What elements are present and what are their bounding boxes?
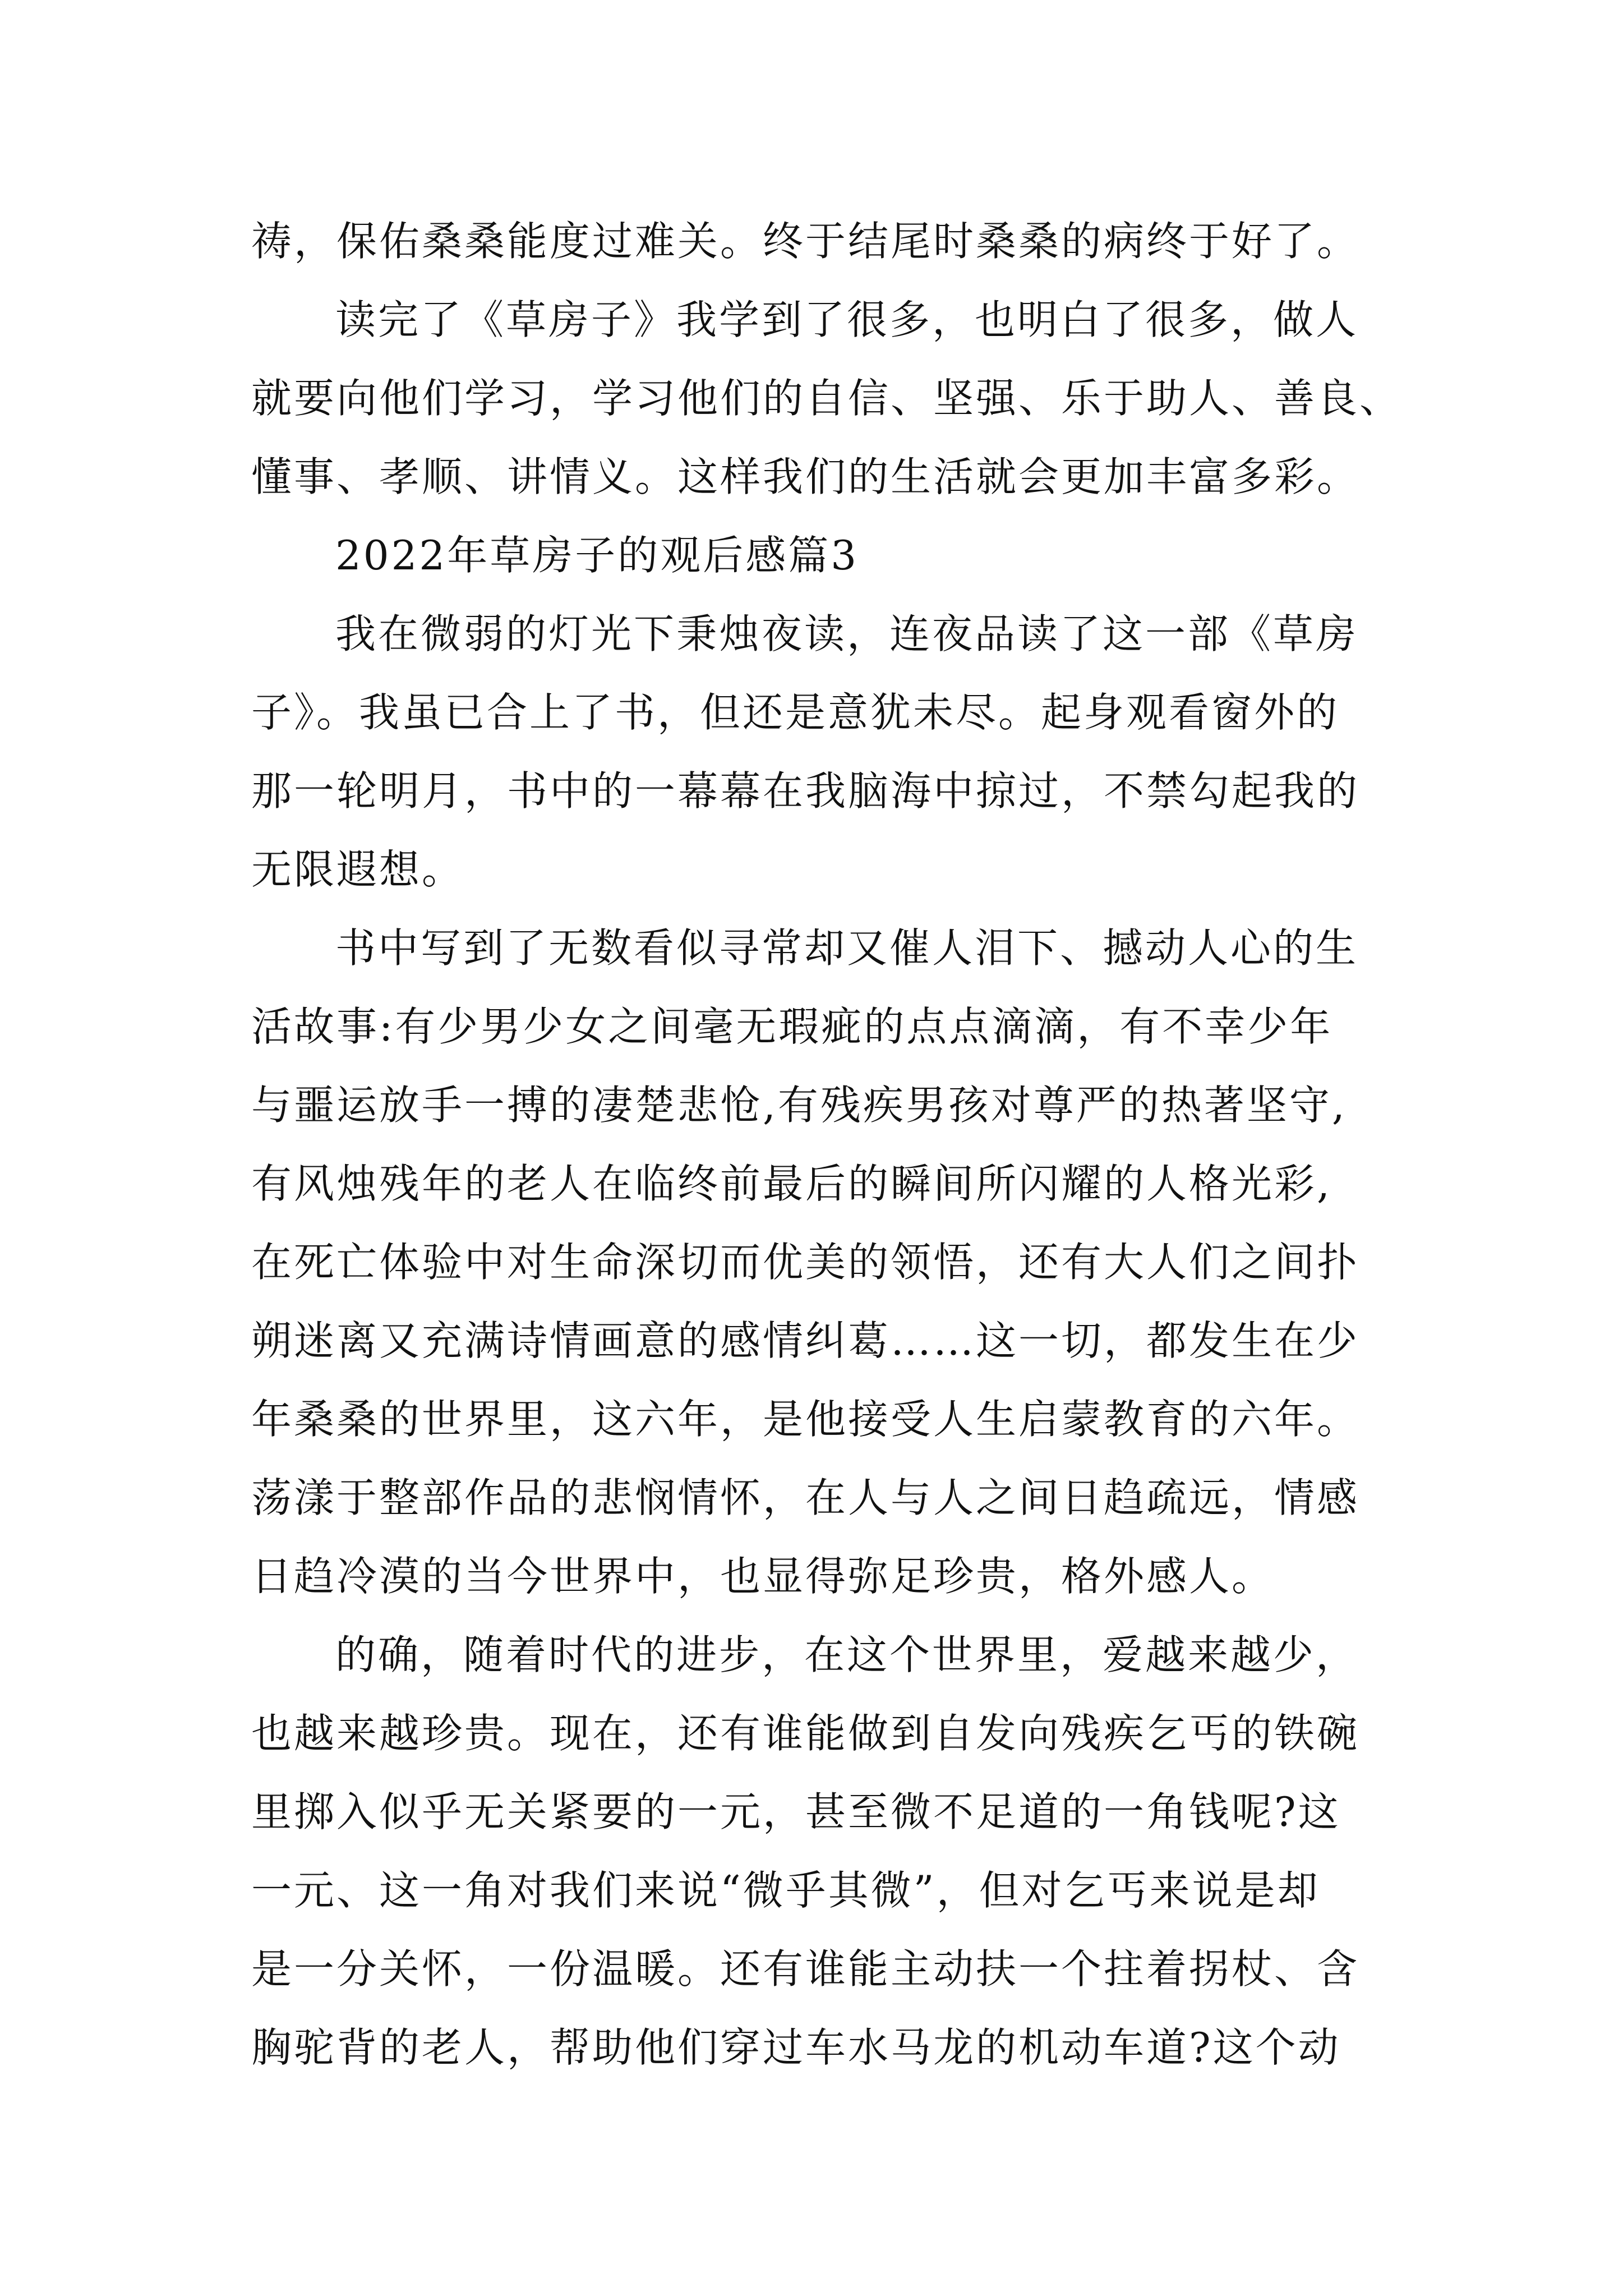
text-line: 朔迷离又充满诗情画意的感情纠葛……这一切，都发生在少 bbox=[251, 1317, 1360, 1364]
text-line: 有风烛残年的老人在临终前最后的瞬间所闪耀的人格光彩, bbox=[251, 1160, 1332, 1207]
text-line: 日趋冷漠的当今世界中，也显得弥足珍贵，格外感人。 bbox=[251, 1553, 1275, 1600]
text-line: 的确，随着时代的进步，在这个世界里，爱越来越少， bbox=[335, 1631, 1359, 1678]
text-line: 祷，保佑桑桑能度过难关。终于结尾时桑桑的病终于好了。 bbox=[251, 218, 1360, 265]
text-line: 那一轮明月，书中的一幕幕在我脑海中掠过，不禁勾起我的 bbox=[251, 767, 1360, 815]
text-line: 懂事、孝顺、讲情义。这样我们的生活就会更加丰富多彩。 bbox=[251, 453, 1360, 500]
text-line: 我在微弱的灯光下秉烛夜读，连夜品读了这一部《草房 bbox=[335, 610, 1359, 657]
text-line: 在死亡体验中对生命深切而优美的领悟，还有大人们之间扑 bbox=[251, 1239, 1360, 1286]
text-line: 2022年草房子的观后感篇3 bbox=[335, 532, 859, 579]
text-line: 是一分关怀，一份温暖。还有谁能主动扶一个拄着拐杖、含 bbox=[251, 1945, 1360, 1993]
text-line: 荡漾于整部作品的悲悯情怀，在人与人之间日趋疏远，情感 bbox=[251, 1474, 1360, 1521]
text-line: 年桑桑的世界里，这六年，是他接受人生启蒙教育的六年。 bbox=[251, 1396, 1360, 1443]
text-line: 书中写到了无数看似寻常却又催人泪下、撼动人心的生 bbox=[335, 924, 1359, 972]
text-line: 无限遐想。 bbox=[251, 846, 465, 893]
text-line: 一元、这一角对我们来说“微乎其微”，但对乞丐来说是却 bbox=[251, 1867, 1320, 1914]
text-line: 里掷入似乎无关紧要的一元，甚至微不足道的一角钱呢?这 bbox=[251, 1788, 1341, 1835]
document-body bbox=[251, 202, 1403, 2087]
text-line: 胸驼背的老人，帮助他们穿过车水马龙的机动车道?这个动 bbox=[251, 2024, 1341, 2071]
text-line: 子》。我虽已合上了书，但还是意犹未尽。起身观看窗外的 bbox=[251, 689, 1340, 736]
text-line: 就要向他们学习，学习他们的自信、坚强、乐于助人、善良、 bbox=[251, 375, 1403, 422]
text-line: 与噩运放手一搏的凄楚悲怆,有残疾男孩对尊严的热著坚守, bbox=[251, 1082, 1347, 1129]
text-line: 也越来越珍贵。现在，还有谁能做到自发向残疾乞丐的铁碗 bbox=[251, 1710, 1360, 1757]
text-line: 读完了《草房子》我学到了很多，也明白了很多，做人 bbox=[335, 296, 1359, 343]
text-line: 活故事:有少男少女之间毫无瑕疵的点点滴滴，有不幸少年 bbox=[251, 1003, 1333, 1050]
